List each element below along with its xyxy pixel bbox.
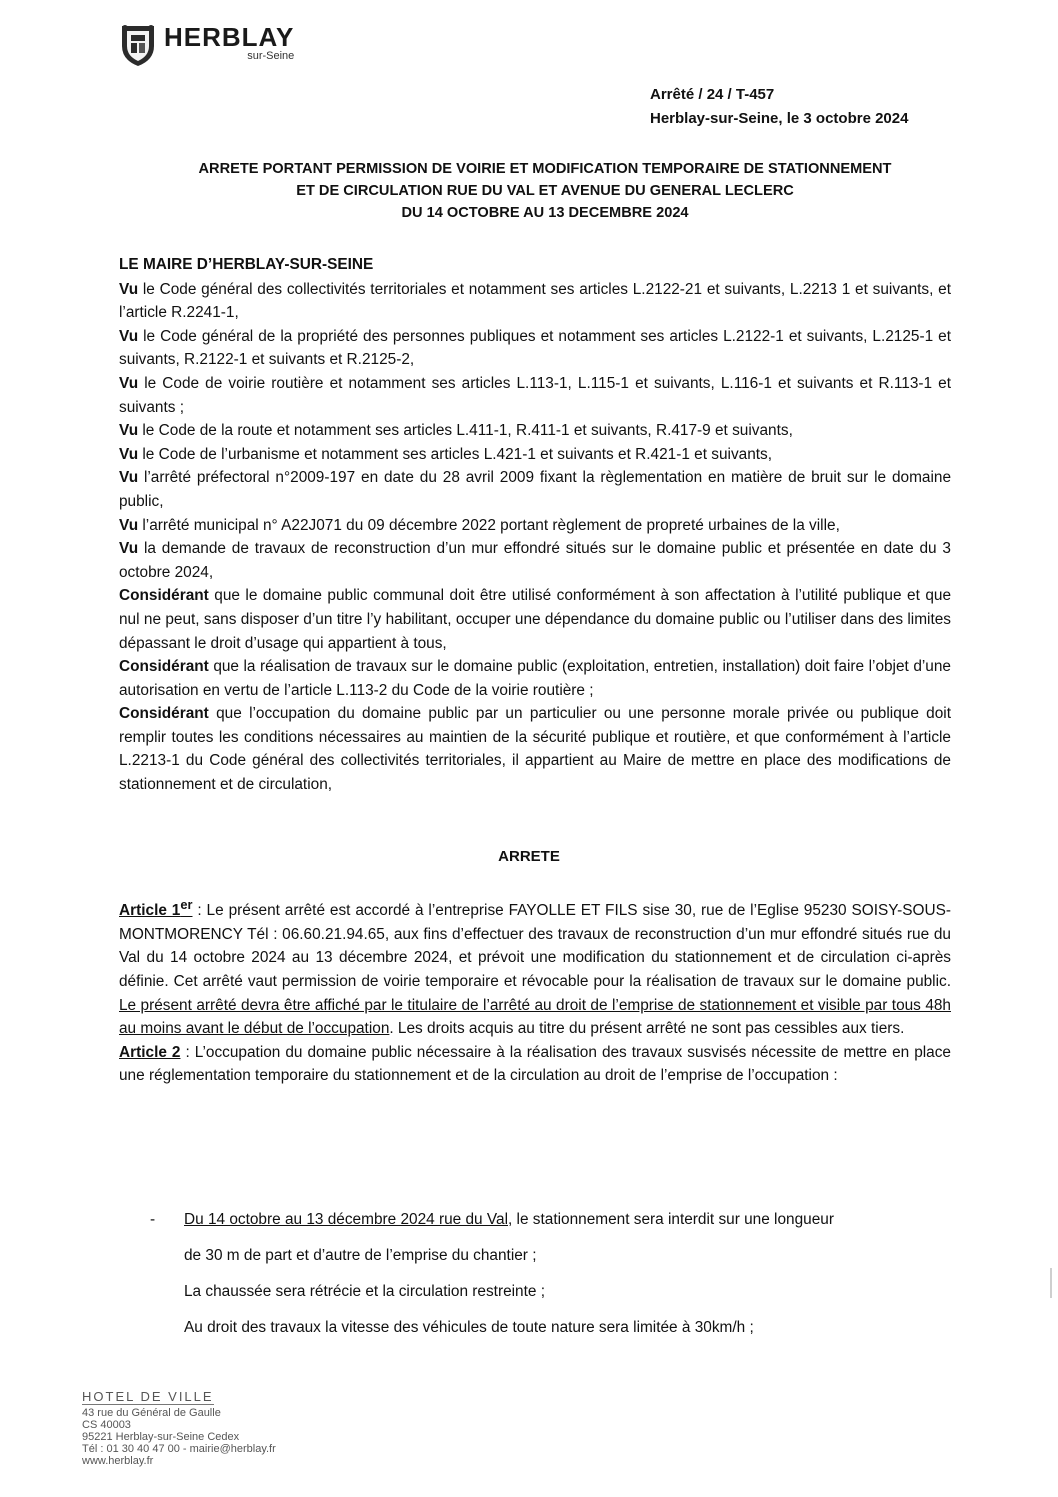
logo-name: HERBLAY	[164, 22, 295, 52]
footer-address	[82, 1391, 276, 1467]
footer-address-line: CS 40003	[82, 1419, 131, 1431]
footer-contact: Tél : 01 30 40 47 00 - mairie@herblay.fr	[82, 1443, 276, 1455]
clause: Considérant que la réalisation de travaux sur le domaine public (exploitation, entretien, installation) doit faire l’objet d’une autorisation en vertu de l’article L.113-2 du Code de la voirie routière ;	[119, 658, 951, 699]
logo-subtitle: sur-Seine	[247, 50, 295, 62]
clause: Vu le Code général des collectivités territoriales et notamment ses articles L.2122-21 et suivants, L.2213 1 et suivants, et l’article R.2241-1,	[119, 280, 951, 322]
title-line-2: ET DE CIRCULATION RUE DU VAL ET AVENUE DU GENERAL LECLERC	[296, 183, 794, 199]
clause: Vu l’arrêté municipal n° A22J071 du 09 décembre 2022 portant règlement de propreté urbaines de la ville,	[119, 516, 840, 534]
clause: Vu le Code de la route et notamment ses articles L.411-1, R.411-1 et suivants, R.417-9 et suivants,	[119, 422, 793, 440]
footer-heading: HOTEL DE VILLE	[82, 1389, 214, 1404]
title-line-3: DU 14 OCTOBRE AU 13 DECEMBRE 2024	[401, 205, 689, 221]
footer-address-line: 43 rue du Général de Gaulle	[82, 1407, 221, 1419]
article-2: Article 2 : L’occupation du domaine public nécessaire à la réalisation des travaux susvisés nécessite de mettre en place une réglementation temporaire du stationnement et de la circulation au droit de l’emprise de l’occupation :	[119, 1043, 951, 1085]
list-item: Au droit des travaux la vitesse des véhicules de toute nature sera limitée à 30km/h ;	[184, 1319, 754, 1336]
clause: Vu la demande de travaux de reconstruction d’un mur effondré situés sur le domaine public et présentée en date du 3 octobre 2024,	[119, 540, 951, 581]
article-1: Article 1er : Le présent arrêté est accordé à l’entreprise FAYOLLE ET FILS sise 30, rue de l’Eglise 95230 SOISY-SOUS-MONTMORENCY Tél : 06.60.21.94.65, aux fins d’effectuer des travaux de reconstruction d’un mur effondré situés rue du Val du 14 octobre 2024 au 13 décembre 2024, et prévoit une modification du stationnement et de circulation ci-après définie. Cet arrêté vaut permission de voirie temporaire et révocable pour la réalisation de travaux sur le domaine public. Le présent arrêté devra être affiché par le titulaire de l’arrêté au droit de l’emprise de stationnement et visible par tous 48h au moins avant le début de l’occupation. Les droits acquis au titre du présent arrêté ne sont pas cessibles aux tiers.	[119, 897, 951, 1038]
decision-heading: ARRETE	[498, 848, 560, 865]
articles	[119, 893, 951, 1088]
clause: Vu l’arrêté préfectoral n°2009-197 en date du 28 avril 2009 fixant la règlementation en matière de bruit sur le domaine public,	[119, 469, 951, 510]
clause: Considérant que le domaine public communal doit être utilisé conformément à son affectation à l’utilité publique et que nul ne peut, sans disposer d’un titre l’y habilitant, occuper une dépendance du domaine public ou l’utiliser dans des limites dépassant le droit d’usage qui appartient à tous,	[119, 587, 951, 652]
traffic-measures	[148, 1208, 953, 1352]
footer-address-line: 95221 Herblay-sur-Seine Cedex	[82, 1431, 240, 1443]
clause: Vu le Code de voirie routière et notamment ses articles L.113-1, L.115-1 et suivants, L.116-1 et suivants et R.113-1 et suivants ;	[119, 374, 951, 416]
mayor-heading: LE MAIRE D’HERBLAY-SUR-SEINE	[119, 256, 374, 273]
city-crest-icon	[118, 22, 158, 68]
footer-website: www.herblay.fr	[82, 1455, 154, 1467]
clause: Vu le Code général de la propriété des personnes publiques et notamment ses articles L.2122-1 et suivants, L.2125-1 et suivants, R.2122-1 et suivants et R.2125-2,	[119, 327, 951, 369]
list-item: - Du 14 octobre au 13 décembre 2024 rue du Val, le stationnement sera interdit sur une longueur	[148, 1208, 953, 1231]
decree-reference: Arrêté / 24 / T-457	[650, 86, 775, 103]
clause: Vu le Code de l’urbanisme et notamment ses articles L.421-1 et suivants et R.421-1 et suivants,	[119, 445, 773, 463]
clause: Considérant que l’occupation du domaine public par un particulier ou une personne morale privée ou publique doit remplir toutes les conditions nécessaires au maintien de la sécurité publique et routière, et que conformément à l’article L.2213-1 du Code général des collectivités territoriales, il appartient au Maire de mettre en place des modifications de stationnement et de circulation,	[119, 705, 951, 794]
herblay-logo	[118, 22, 294, 68]
bullet: -	[150, 1211, 156, 1228]
place-and-date: Herblay-sur-Seine, le 3 octobre 2024	[650, 110, 909, 127]
scan-edge-mark	[1050, 1268, 1052, 1298]
decree-title	[100, 158, 990, 224]
list-item: La chaussée sera rétrécie et la circulation restreinte ;	[184, 1283, 546, 1300]
title-line-1: ARRETE PORTANT PERMISSION DE VOIRIE ET MODIFICATION TEMPORAIRE DE STATIONNEMENT	[198, 161, 892, 177]
preamble	[119, 253, 951, 797]
reference-block	[650, 83, 908, 131]
list-item: de 30 m de part et d’autre de l’emprise du chantier ;	[184, 1247, 537, 1264]
